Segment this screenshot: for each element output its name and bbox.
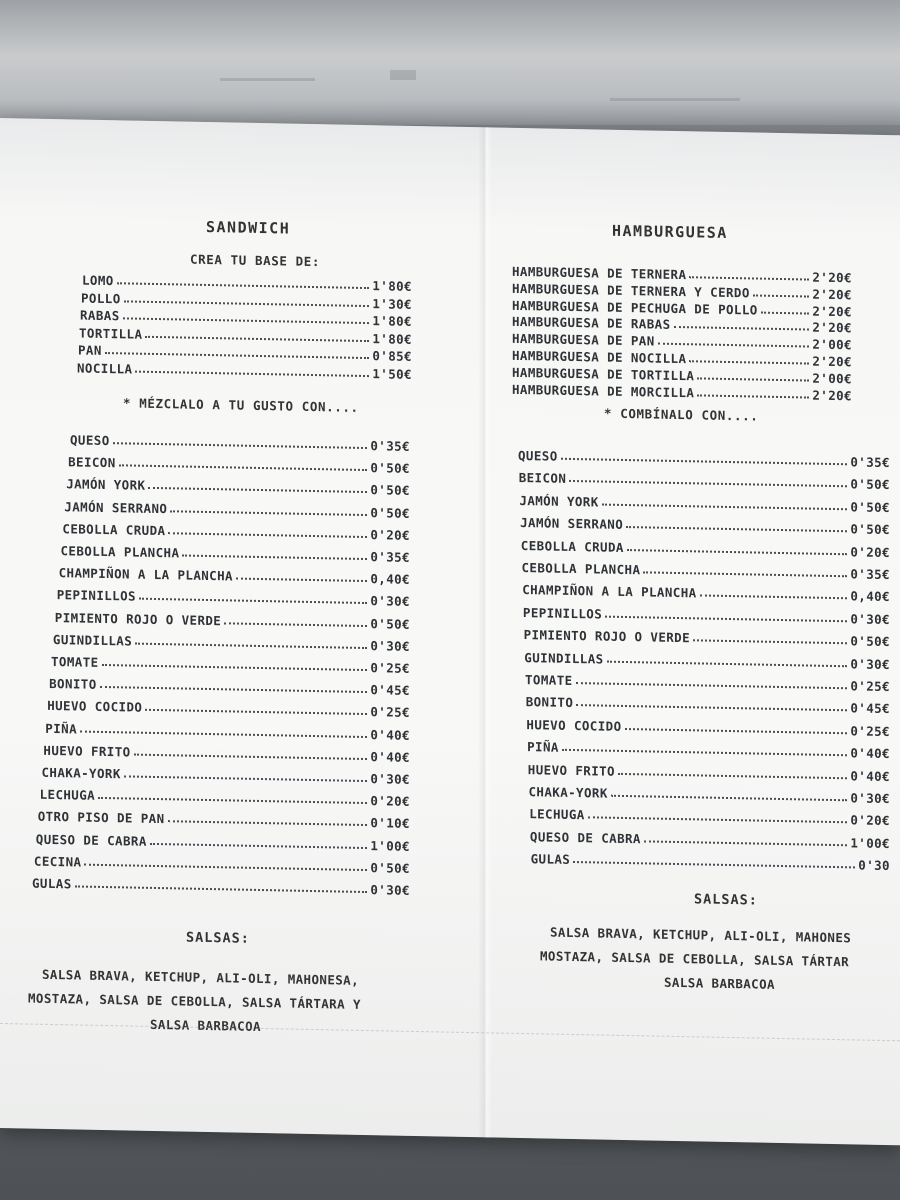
item-name: PIMIENTO ROJO O VERDE bbox=[523, 627, 691, 646]
menu-row bbox=[59, 565, 410, 587]
item-price: 0'45€ bbox=[370, 682, 410, 699]
item-price: 0'85€ bbox=[372, 348, 412, 364]
dot-leader bbox=[170, 510, 367, 516]
menu-row bbox=[32, 876, 410, 898]
item-name: HUEVO FRITO bbox=[527, 761, 615, 779]
item-price: 0'50€ bbox=[370, 615, 410, 632]
dot-leader bbox=[75, 885, 368, 893]
item-price: 0'50€ bbox=[370, 460, 410, 477]
dot-leader bbox=[753, 294, 810, 297]
item-name: HAMBURGUESA DE NOCILLA bbox=[512, 347, 687, 367]
dot-leader bbox=[124, 775, 368, 782]
item-price: 2'00€ bbox=[812, 370, 852, 387]
dot-leader bbox=[689, 276, 809, 280]
menu-row bbox=[70, 432, 410, 454]
item-name: HUEVO FRITO bbox=[43, 742, 131, 760]
item-price: 2'20€ bbox=[812, 387, 852, 403]
item-price: 0'50€ bbox=[850, 521, 890, 538]
dot-leader bbox=[605, 615, 847, 622]
dot-leader bbox=[113, 442, 368, 449]
item-name: BEICON bbox=[518, 470, 567, 487]
dot-leader bbox=[761, 311, 810, 314]
item-name: QUESO DE CABRA bbox=[35, 831, 147, 849]
menu-row bbox=[77, 360, 412, 381]
menu-row bbox=[523, 605, 890, 627]
dot-leader bbox=[224, 622, 367, 627]
dot-leader bbox=[561, 458, 848, 466]
item-name: JAMÓN YORK bbox=[519, 492, 599, 510]
item-price: 0'35€ bbox=[850, 566, 890, 583]
item-name: LOMO bbox=[82, 272, 114, 289]
item-name: PEPINILLOS bbox=[522, 604, 603, 622]
item-price: 0'40€ bbox=[850, 745, 890, 762]
dot-leader bbox=[569, 480, 847, 487]
item-name: QUESO DE CABRA bbox=[529, 828, 641, 847]
item-price: 0,40€ bbox=[850, 588, 890, 605]
menu-row bbox=[62, 521, 410, 543]
menu-row bbox=[47, 698, 410, 720]
item-name: CEBOLLA CRUDA bbox=[520, 537, 624, 555]
item-name: HUEVO COCIDO bbox=[526, 716, 622, 734]
item-price: 1'80€ bbox=[372, 278, 412, 294]
dot-leader bbox=[84, 863, 367, 870]
item-name: OTRO PISO DE PAN bbox=[37, 809, 165, 827]
dot-leader bbox=[236, 578, 367, 583]
menu-row bbox=[51, 654, 410, 676]
dot-leader bbox=[119, 464, 368, 471]
dot-leader bbox=[658, 343, 810, 348]
dot-leader bbox=[145, 335, 369, 341]
dot-leader bbox=[105, 352, 370, 359]
item-name: POLLO bbox=[81, 290, 121, 306]
menu-row bbox=[527, 739, 890, 761]
item-name: BONITO bbox=[49, 676, 97, 693]
item-price: 0'25€ bbox=[370, 704, 410, 721]
item-name: PEPINILLOS bbox=[56, 587, 136, 605]
item-price: 0,40€ bbox=[370, 571, 410, 588]
sheet-edge-line bbox=[0, 1023, 900, 1041]
menu-row bbox=[524, 650, 890, 672]
dot-leader bbox=[602, 503, 848, 510]
item-price: 1'80€ bbox=[372, 330, 412, 347]
sandwich-sauces-title: SALSAS: bbox=[186, 929, 250, 947]
item-price: 0'40€ bbox=[370, 748, 410, 765]
dot-leader bbox=[626, 526, 847, 532]
item-name: GULAS bbox=[530, 851, 571, 868]
dot-leader bbox=[150, 842, 368, 848]
item-price: 0'30€ bbox=[850, 790, 890, 807]
item-name: HAMBURGUESA DE RABAS bbox=[512, 314, 671, 333]
item-name: GUINDILLAS bbox=[52, 631, 133, 649]
item-price: 0'30€ bbox=[850, 655, 890, 672]
item-name: RABAS bbox=[80, 307, 120, 324]
menu-row bbox=[64, 499, 410, 521]
menu-row bbox=[520, 515, 890, 537]
sandwich-sauces-line: SALSA BRAVA, KETCHUP, ALI-OLI, MAHONESA, bbox=[42, 966, 360, 988]
item-name: JAMÓN SERRANO bbox=[64, 498, 168, 516]
menu-row bbox=[525, 672, 890, 694]
dot-leader bbox=[562, 749, 848, 756]
menu-row bbox=[526, 694, 890, 716]
item-name: CEBOLLA CRUDA bbox=[62, 520, 166, 538]
item-name: GUINDILLAS bbox=[524, 649, 604, 667]
dot-leader bbox=[576, 682, 848, 689]
menu-row bbox=[42, 765, 411, 787]
item-name: TORTILLA bbox=[79, 325, 143, 342]
menu-row bbox=[522, 560, 891, 582]
menu-row bbox=[68, 454, 410, 476]
item-price: 0'20€ bbox=[370, 526, 410, 543]
item-price: 1'00€ bbox=[370, 837, 410, 854]
dot-leader bbox=[134, 753, 368, 759]
item-price: 0'40€ bbox=[370, 726, 410, 743]
menu-row bbox=[49, 676, 410, 698]
sandwich-base-heading: CREA TU BASE DE: bbox=[190, 251, 321, 270]
hamburguesa-base-list bbox=[512, 128, 892, 403]
item-name: CHAMPIÑON A LA PLANCHA bbox=[58, 565, 233, 584]
menu-row bbox=[38, 809, 410, 831]
dot-leader bbox=[576, 704, 847, 711]
sandwich-sauces-line: MOSTAZA, SALSA DE CEBOLLA, SALSA TÁRTARA Y bbox=[28, 990, 361, 1012]
item-price: 2'20€ bbox=[812, 269, 852, 286]
item-name: CEBOLLA PLANCHA bbox=[60, 543, 180, 561]
menu-row bbox=[40, 787, 410, 809]
item-price: 2'20€ bbox=[812, 353, 852, 370]
faint-text-mark bbox=[610, 98, 740, 101]
item-price: 0'25€ bbox=[370, 660, 410, 676]
hamburguesa-sauces-line: SALSA BRAVA, KETCHUP, ALI-OLI, MAHONES bbox=[550, 924, 852, 946]
item-price: 0'50€ bbox=[850, 476, 890, 493]
item-price: 0'30€ bbox=[370, 771, 410, 787]
item-price: 0'35€ bbox=[370, 549, 410, 565]
hamburguesa-title: HAMBURGUESA bbox=[612, 221, 728, 242]
item-price: 1'80€ bbox=[372, 313, 412, 329]
item-price: 0'50€ bbox=[850, 633, 890, 650]
dot-leader bbox=[693, 639, 847, 644]
dot-leader bbox=[611, 795, 848, 802]
dot-leader bbox=[168, 532, 367, 538]
item-name: PIÑA bbox=[45, 720, 77, 737]
menu-row bbox=[518, 448, 890, 470]
item-name: BEICON bbox=[68, 454, 116, 471]
menu-row bbox=[45, 720, 410, 742]
item-name: JAMÓN SERRANO bbox=[520, 515, 624, 533]
hamburguesa-column bbox=[512, 128, 892, 992]
item-name: CEBOLLA PLANCHA bbox=[521, 560, 641, 578]
item-name: CHAKA-YORK bbox=[41, 764, 121, 782]
menu-row bbox=[61, 543, 411, 565]
dot-leader bbox=[100, 686, 368, 693]
dot-leader bbox=[102, 664, 368, 671]
item-price: 1'30€ bbox=[372, 295, 412, 312]
background-paper bbox=[0, 0, 900, 125]
menu-row bbox=[524, 627, 890, 649]
item-name: CHAMPIÑON A LA PLANCHA bbox=[522, 582, 697, 601]
menu-row bbox=[530, 829, 890, 851]
menu-row bbox=[34, 853, 410, 875]
item-price: 0'25€ bbox=[850, 678, 890, 695]
item-price: 0'50€ bbox=[370, 482, 410, 499]
item-price: 0'20€ bbox=[370, 793, 410, 810]
item-name: CHAKA-YORK bbox=[528, 784, 608, 801]
item-price: 0'30 bbox=[858, 857, 890, 874]
dot-leader bbox=[625, 728, 848, 734]
hamburguesa-sauces-line: SALSA BARBACOA bbox=[664, 974, 775, 992]
item-name: HAMBURGUESA DE TERNERA bbox=[512, 263, 687, 283]
item-name: HAMBURGUESA DE PAN bbox=[512, 331, 655, 349]
item-price: 0'50€ bbox=[850, 499, 890, 515]
menu-row bbox=[519, 470, 890, 492]
dot-leader bbox=[607, 660, 848, 667]
dot-leader bbox=[135, 642, 367, 648]
item-price: 0'35€ bbox=[370, 438, 410, 454]
item-price: 0'50€ bbox=[370, 504, 410, 521]
menu-row bbox=[55, 610, 410, 632]
item-price: 2'00€ bbox=[812, 336, 852, 353]
hamburguesa-sauces-line: MOSTAZA, SALSA DE CEBOLLA, SALSA TÁRTAR bbox=[540, 948, 850, 970]
item-name: CECINA bbox=[33, 853, 82, 870]
menu-row bbox=[529, 784, 891, 806]
item-price: 0'35€ bbox=[850, 454, 890, 471]
dot-leader bbox=[644, 840, 847, 846]
item-name: PAN bbox=[78, 342, 102, 358]
item-name: HUEVO COCIDO bbox=[47, 698, 143, 716]
item-price: 0'10€ bbox=[370, 815, 410, 832]
item-name: HAMBURGUESA DE PECHUGA DE POLLO bbox=[512, 297, 758, 318]
dot-leader bbox=[148, 487, 367, 493]
item-name: TOMATE bbox=[525, 672, 573, 688]
menu-row bbox=[522, 582, 890, 604]
hamburguesa-mix-heading: * COMBÍNALO CON.... bbox=[604, 405, 759, 424]
item-name: QUESO bbox=[518, 447, 558, 464]
dot-leader bbox=[674, 326, 810, 331]
menu-row bbox=[43, 743, 410, 765]
item-price: 0'40€ bbox=[850, 767, 890, 784]
menu-row bbox=[519, 493, 890, 515]
item-name: TOMATE bbox=[51, 653, 99, 670]
dot-leader bbox=[135, 370, 369, 376]
item-name: PIMIENTO ROJO O VERDE bbox=[54, 609, 222, 628]
item-price: 0'45€ bbox=[850, 700, 890, 717]
item-name: HAMBURGUESA DE MORCILLA bbox=[512, 381, 695, 400]
menu-row bbox=[531, 851, 890, 873]
dot-leader bbox=[168, 821, 368, 827]
dot-leader bbox=[182, 555, 367, 561]
item-name: LECHUGA bbox=[39, 786, 96, 804]
dot-leader bbox=[145, 709, 367, 715]
menu-sheet bbox=[0, 118, 900, 1145]
item-price: 2'20€ bbox=[812, 319, 852, 336]
item-name: HAMBURGUESA DE TERNERA Y CERDO bbox=[512, 280, 750, 301]
dot-leader bbox=[117, 282, 370, 289]
dot-leader bbox=[618, 772, 847, 778]
dot-leader bbox=[573, 861, 855, 868]
sandwich-mix-heading: * MÉZCLALO A TU GUSTO CON.... bbox=[123, 395, 359, 415]
item-price: 0'30€ bbox=[370, 593, 410, 610]
item-price: 0'20€ bbox=[850, 543, 890, 560]
item-price: 2'20€ bbox=[812, 303, 852, 319]
item-price: 1'50€ bbox=[372, 365, 412, 382]
menu-row bbox=[57, 587, 410, 609]
menu-row bbox=[521, 538, 890, 560]
item-name: QUESO bbox=[70, 432, 110, 449]
page-fold bbox=[478, 127, 492, 1137]
dot-leader bbox=[697, 394, 809, 398]
item-price: 0'30€ bbox=[370, 882, 410, 898]
dot-leader bbox=[80, 730, 367, 738]
item-price: 1'00€ bbox=[850, 835, 890, 851]
item-price: 0'25€ bbox=[850, 723, 890, 739]
sandwich-title: SANDWICH bbox=[206, 217, 291, 238]
item-name: HAMBURGUESA DE TORTILLA bbox=[512, 364, 695, 384]
item-name: LECHUGA bbox=[529, 806, 585, 823]
menu-row bbox=[529, 807, 890, 829]
menu-row bbox=[66, 477, 410, 499]
menu-row bbox=[528, 762, 890, 784]
item-price: 0'30€ bbox=[850, 611, 890, 627]
item-price: 2'20€ bbox=[812, 286, 852, 303]
dot-leader bbox=[697, 377, 809, 381]
menu-row bbox=[53, 632, 410, 654]
dot-leader bbox=[139, 598, 367, 604]
dot-leader bbox=[98, 797, 367, 804]
sandwich-sauces-line: SALSA BARBACOA bbox=[150, 1016, 261, 1035]
dot-leader bbox=[588, 817, 848, 824]
item-name: JAMÓN YORK bbox=[66, 476, 146, 494]
item-price: 0'30€ bbox=[370, 637, 410, 654]
item-name: NOCILLA bbox=[77, 359, 133, 377]
item-name: GULAS bbox=[32, 875, 72, 892]
dot-leader bbox=[124, 300, 370, 307]
dot-leader bbox=[689, 360, 809, 364]
dot-leader bbox=[627, 549, 848, 555]
menu-row bbox=[526, 717, 890, 739]
item-price: 0'50€ bbox=[370, 859, 410, 876]
dot-leader bbox=[643, 571, 847, 577]
dot-leader bbox=[123, 317, 370, 324]
faint-text-mark bbox=[390, 70, 416, 80]
item-name: PIÑA bbox=[527, 739, 559, 755]
hamburguesa-sauces-title: SALSAS: bbox=[694, 891, 758, 909]
menu-row bbox=[36, 831, 410, 853]
item-name: BONITO bbox=[525, 694, 574, 711]
item-price: 0'20€ bbox=[850, 812, 890, 829]
dot-leader bbox=[700, 595, 848, 600]
faint-text-mark bbox=[220, 78, 315, 81]
